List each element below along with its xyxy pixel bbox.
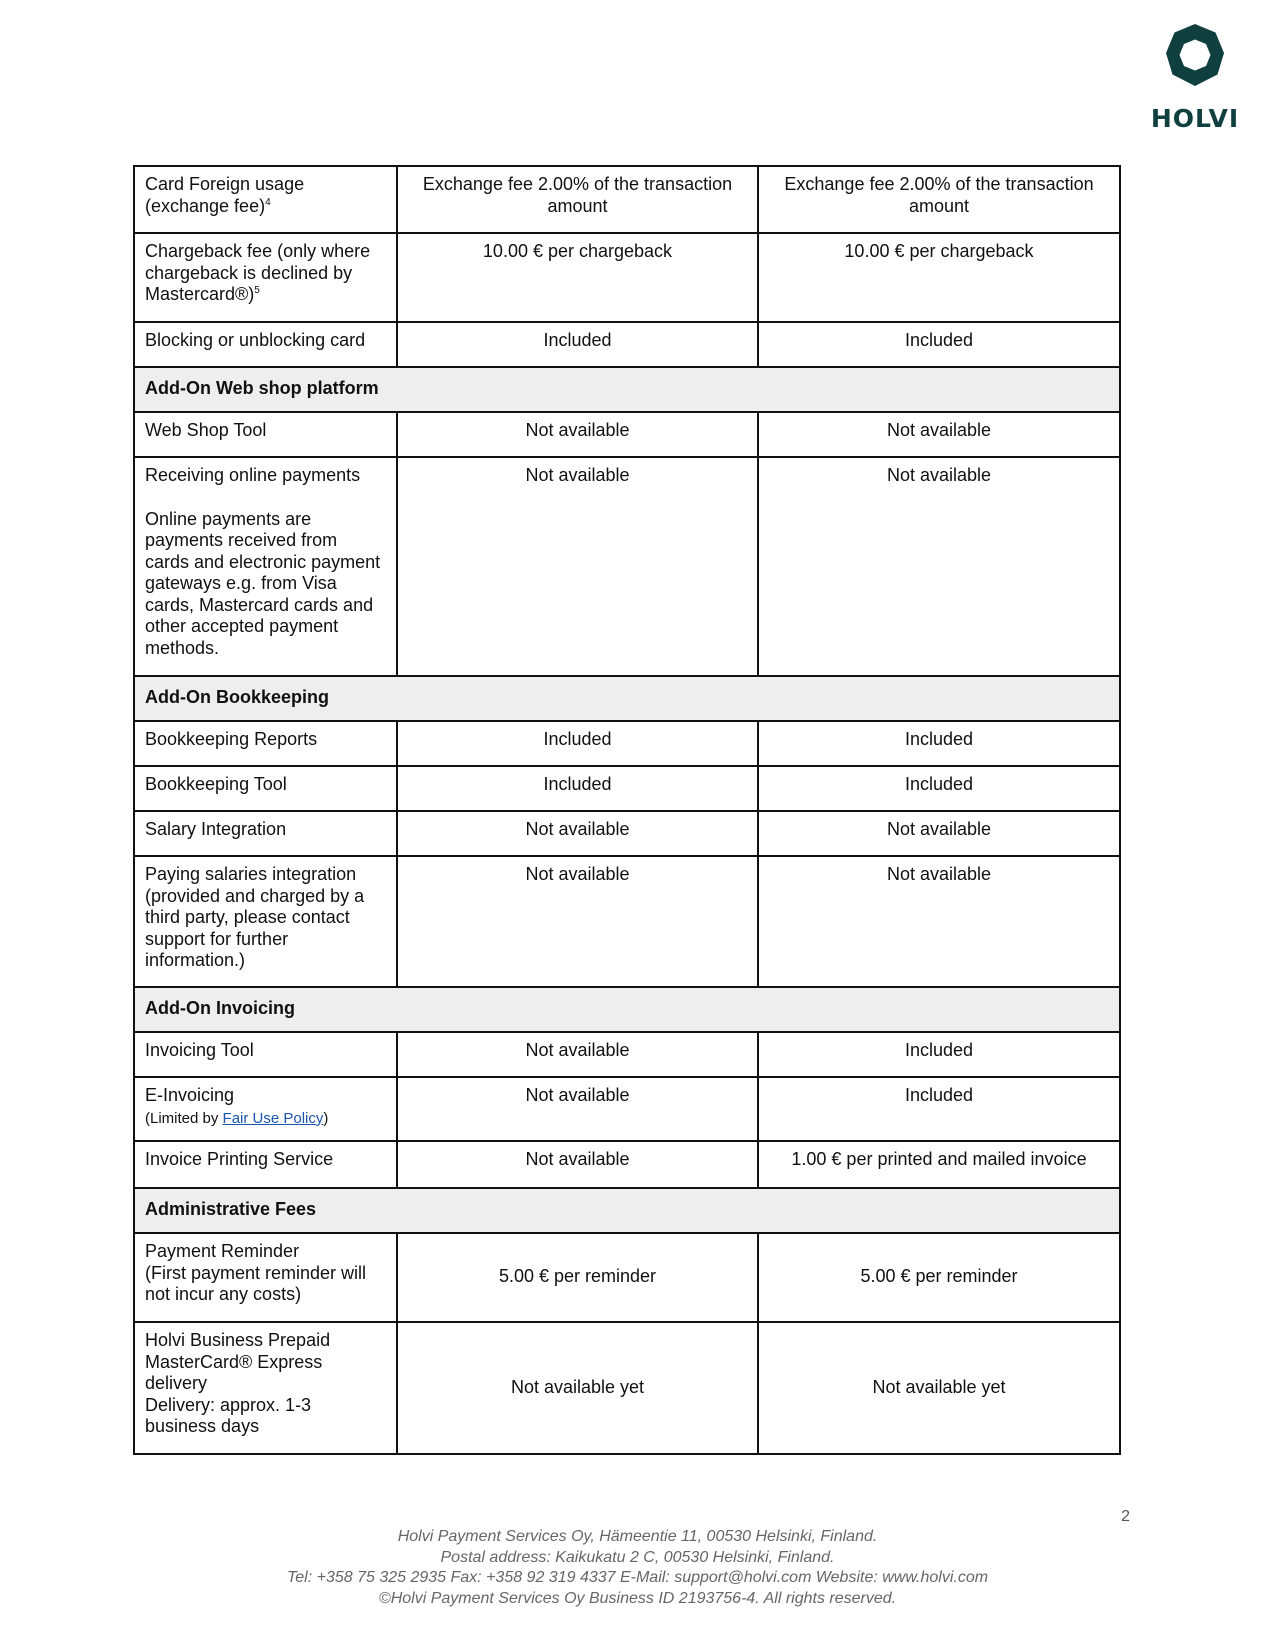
row-value-col2: 1.00 € per printed and mailed invoice (758, 1141, 1120, 1188)
row-value-col1: Not available (397, 1032, 758, 1077)
row-value-col2: Included (758, 721, 1120, 766)
row-value-col2: Not available yet (758, 1322, 1120, 1454)
table-row (134, 166, 1120, 233)
page-footer (0, 1527, 1275, 1609)
row-value-col2: 5.00 € per reminder (758, 1233, 1120, 1322)
footer-postal-address: Postal address: Kaikukatu 2 C, 00530 Helsinki, Finland. (440, 1548, 835, 1566)
row-label: Invoicing Tool (134, 1032, 397, 1077)
row-note: Delivery: approx. 1-3 business days (145, 1394, 312, 1436)
row-label: Bookkeeping Reports (134, 721, 397, 766)
row-label: Invoice Printing Service (134, 1141, 397, 1188)
holvi-logo (1140, 22, 1250, 132)
table-row (134, 233, 1120, 322)
table-row (134, 766, 1120, 811)
section-title: Add-On Bookkeeping (134, 676, 1120, 721)
row-value-col2: Not available (758, 412, 1120, 457)
holvi-octagon-icon (1161, 22, 1229, 90)
row-value-col1: Exchange fee 2.00% of the transaction amount (397, 166, 758, 233)
table-row (134, 1032, 1120, 1077)
row-value-col1: 5.00 € per reminder (397, 1233, 758, 1322)
row-value-col1: Not available (397, 1141, 758, 1188)
section-header-admin (134, 1188, 1120, 1233)
footer-contact: Tel: +358 75 325 2935 Fax: +358 92 319 4337 E-Mail: support@holvi.com Website: www.holvi.com (286, 1569, 989, 1586)
row-note: Online payments are payments received from cards and electronic payment gateways e.g. from Visa cards, Mastercard cards and other accepted payment methods. (145, 508, 381, 658)
row-value-col2: Not available (758, 457, 1120, 676)
table-row (134, 412, 1120, 457)
table-row (134, 1322, 1120, 1454)
row-value-col2: Included (758, 1077, 1120, 1141)
row-label: Web Shop Tool (134, 412, 397, 457)
table-row (134, 721, 1120, 766)
section-title: Add-On Invoicing (134, 987, 1120, 1032)
row-value-col1: Included (397, 766, 758, 811)
row-label: Salary Integration (134, 811, 397, 856)
section-title: Administrative Fees (134, 1188, 1120, 1233)
fees-table (133, 165, 1121, 1455)
row-label: Card Foreign usage (exchange fee)$^4$ (134, 166, 397, 233)
section-title: Add-On Web shop platform (134, 367, 1120, 412)
row-value-col1: Included (397, 322, 758, 367)
row-label: Paying salaries integration (provided and charged by a third party, please contact support for further information.) (134, 856, 397, 987)
row-value-col2: Not available (758, 856, 1120, 987)
row-label: Chargeback fee (only where chargeback is declined by Mastercard®)$^5$ (134, 233, 397, 322)
table-row (134, 1077, 1120, 1141)
footer-address: Holvi Payment Services Oy, Hämeentie 11, 00530 Helsinki, Finland. (397, 1528, 878, 1545)
row-label: Receiving online payments Online payments are payments received from cards and electronic payment gateways e.g. from Visa cards, Mastercard cards and other accepted payment methods. (134, 457, 397, 676)
footer-copyright: ©Holvi Payment Services Oy Business ID 2193756-4. All rights reserved. (378, 1589, 897, 1607)
row-value-col2: Included (758, 1032, 1120, 1077)
row-value-col1: Not available (397, 412, 758, 457)
row-value-col1: Not available (397, 811, 758, 856)
row-value-col1: 10.00 € per chargeback (397, 233, 758, 322)
row-value-col2: Not available (758, 811, 1120, 856)
table-row (134, 811, 1120, 856)
row-label: Holvi Business Prepaid MasterCard® Express delivery Delivery: approx. 1-3 business days (134, 1322, 397, 1454)
row-label: Payment Reminder (First payment reminder will not incur any costs) (134, 1233, 397, 1322)
page-number: 2 (1121, 1508, 1130, 1525)
row-value-col1: Not available (397, 1077, 758, 1141)
table-row (134, 322, 1120, 367)
row-label: Bookkeeping Tool (134, 766, 397, 811)
fair-use-policy-link[interactable]: Fair Use Policy (222, 1109, 324, 1127)
row-value-col2: 10.00 € per chargeback (758, 233, 1120, 322)
table-row (134, 457, 1120, 676)
row-label: Blocking or unblocking card (134, 322, 397, 367)
table-row (134, 1233, 1120, 1322)
row-value-col2: Included (758, 766, 1120, 811)
table-row (134, 856, 1120, 987)
section-header-webshop (134, 367, 1120, 412)
row-value-col1: Included (397, 721, 758, 766)
section-header-invoicing (134, 987, 1120, 1032)
row-value-col1: Not available (397, 856, 758, 987)
section-header-bookkeeping (134, 676, 1120, 721)
row-value-col2: Exchange fee 2.00% of the transaction amount (758, 166, 1120, 233)
row-value-col1: Not available yet (397, 1322, 758, 1454)
row-note: (First payment reminder will not incur any costs) (145, 1262, 367, 1304)
row-label: E-Invoicing (Limited by Fair Use Policy) (134, 1077, 397, 1141)
row-value-col2: Included (758, 322, 1120, 367)
logo-wordmark: HOLVI (1150, 104, 1240, 133)
table-row (134, 1141, 1120, 1188)
row-value-col1: Not available (397, 457, 758, 676)
